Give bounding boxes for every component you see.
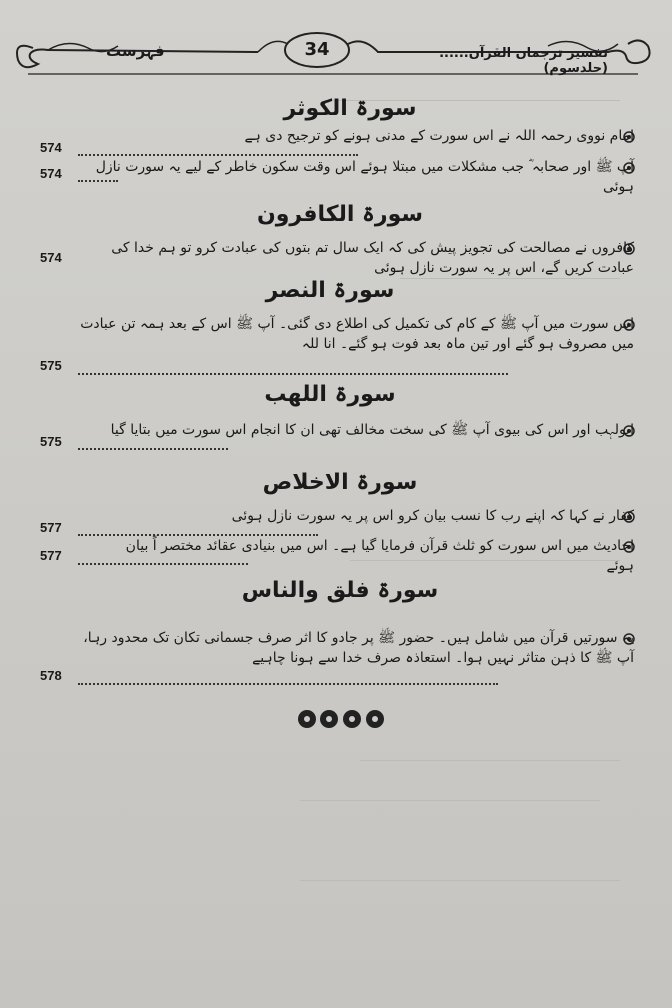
leader-dots — [78, 180, 118, 182]
entry-page: 574 — [40, 250, 62, 265]
entry-text: احادیث میں اس سورت کو ثلث قرآن فرمایا گیا ہے۔ اس میں بنیادی عقائد مختصر اً بیان ہوئے — [125, 538, 634, 574]
surah-title-nasr: سورۃ النصر — [265, 278, 395, 303]
page-header — [8, 30, 658, 80]
entry-page: 574 — [40, 166, 62, 181]
leader-dots — [78, 154, 358, 156]
entry-page: 578 — [40, 668, 62, 683]
show-through-line — [300, 800, 600, 801]
leader-dots — [78, 683, 498, 685]
leader-dots — [78, 448, 228, 450]
entry-text: یہ سورتیں قرآن میں شامل ہیں۔ حضور ﷺ پر جادو کا اثر صرف جسمانی تکان تک محدود رہا، آپ ﷺ کا ذہن متاثر نہیں ہوا۔ استعاذہ صرف خدا سے ہونا چاہیے — [83, 630, 634, 666]
surah-title-kausar: سورۃ الکوثر — [283, 96, 417, 121]
show-through-line — [360, 760, 620, 761]
surah-title-kafirun: سورۃ الکافرون — [256, 202, 424, 227]
entry-page: 575 — [40, 358, 62, 373]
leader-dots — [78, 373, 508, 375]
entry-page: 577 — [40, 520, 62, 535]
surah-title-falaq-nas: سورۃ فلق والناس — [241, 578, 439, 603]
entry-text: اس سورت میں آپ ﷺ کے کام کی تکمیل کی اطلاع دی گئی۔ آپ ﷺ اس کے بعد ہمہ تن عبادت میں مصروف ہو گئے اور تین ماہ بعد فوت ہو گئے۔ انا للہ — [80, 316, 634, 352]
entry-page: 575 — [40, 434, 62, 449]
running-title: تفسیر ترجمان القرآن...... (جلدسوم) — [439, 46, 608, 76]
show-through-line — [300, 880, 620, 881]
entry-page: 577 — [40, 548, 62, 563]
volume-label: (جلدسوم) — [543, 61, 608, 76]
entry-text: کافروں نے مصالحت کی تجویز پیش کی کہ ایک سال تم بتوں کی عبادت کرو تو ہم خدا کی عبادت کریں گے، اس پر یہ سورت نازل ہوئی — [111, 240, 634, 276]
entry-text: آپ ﷺ اور صحابہ ؓ جب مشکلات میں مبتلا ہوئے اس وقت سکون خاطر کے لیے یہ سورت نازل ہوئی — [95, 159, 634, 195]
page-number: 34 — [304, 39, 330, 60]
entry-page: 574 — [40, 140, 62, 155]
entry-text: امام نووی رحمہ اللہ نے اس سورت کے مدنی ہونے کو ترجیح دی ہے — [244, 128, 634, 144]
index-label: فہرست — [106, 42, 165, 60]
entry-text: ابولہب اور اس کی بیوی آپ ﷺ کی سخت مخالف تھی ان کا انجام اس سورت میں بتایا گیا — [110, 422, 634, 438]
entry-text: کفار نے کہا کہ اپنے رب کا نسب بیان کرو اس پر یہ سورت نازل ہوئی — [231, 508, 634, 524]
surah-title-lahab: سورۃ اللھب — [264, 382, 396, 407]
leader-dots — [78, 563, 248, 565]
four-flower-ornament-icon — [296, 708, 386, 730]
book-title: تفسیر ترجمان القرآن — [468, 46, 608, 61]
surah-title-ikhlas: سورۃ الاخلاص — [262, 470, 418, 495]
